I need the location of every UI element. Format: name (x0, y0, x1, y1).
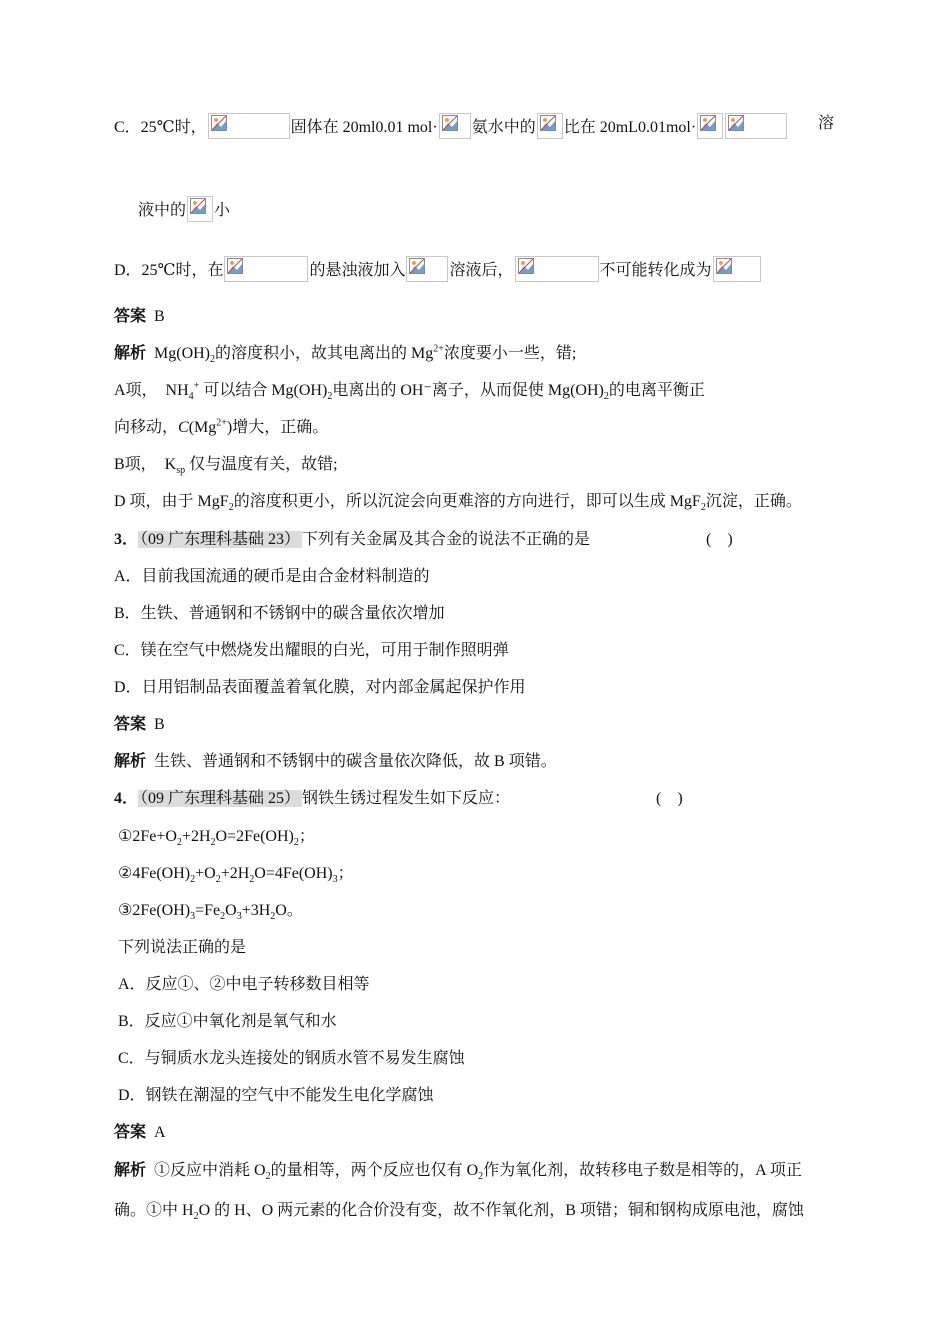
option-d-line (114, 256, 762, 282)
formula-image (224, 256, 308, 282)
explanation-a-2 (114, 417, 328, 439)
q4-option-d (118, 1085, 434, 1107)
option-c-text: C．25℃时， (114, 119, 207, 136)
q4-option-a (118, 974, 370, 996)
text-run: 作为氧化剂，故转移电子数是相等的，A 项正 (483, 1162, 802, 1179)
formula-image (208, 113, 290, 139)
broken-image-icon (211, 115, 227, 131)
subscript: sp (176, 465, 186, 477)
subscript: 2 (603, 391, 609, 403)
formula-image (187, 196, 213, 222)
subscript: 2 (210, 837, 216, 849)
answer-value: A (154, 1124, 166, 1141)
text-run: 下列说法正确的是 (118, 939, 247, 956)
q3-option-a (114, 566, 430, 588)
subscript: 2 (176, 837, 182, 849)
subscript: 4 (188, 391, 194, 403)
option-c-line1-end (818, 113, 834, 135)
q3-option-c (114, 640, 509, 662)
text-run: A．反应①、②中电子转移数目相等 (118, 976, 370, 993)
text-run: =Fe (195, 902, 221, 919)
subscript: 2 (193, 1211, 199, 1223)
text-run: ( ) (656, 790, 683, 807)
text-run: ①2Fe+O (118, 828, 177, 845)
reaction-3 (118, 900, 303, 922)
text-run: O (225, 902, 237, 919)
broken-image-icon (728, 115, 744, 131)
text-run: 确。①中 H (114, 1202, 194, 1219)
superscript: + (193, 380, 200, 392)
text-run: Mg(OH) (154, 345, 211, 362)
text-run: 的溶度积更小，所以沉淀会向更难溶的方向进行，即可以生成 MgF (233, 493, 701, 510)
subscript: 2 (270, 911, 276, 923)
explanation-2 (114, 343, 576, 365)
subscript: 3 (236, 911, 242, 923)
subscript: 2 (249, 874, 255, 886)
answer-2 (114, 306, 165, 328)
q3-option-d (114, 677, 526, 699)
text-run: 小 (214, 202, 231, 219)
text-run: ①反应中消耗 O (154, 1162, 266, 1179)
q4-option-c (118, 1048, 465, 1070)
answer-label: 答案 (114, 1124, 147, 1141)
question-source: （09 广东理科基础 25） (140, 790, 301, 807)
question-4 (114, 788, 510, 810)
explanation-4 (114, 1160, 802, 1182)
text-run: +3H (241, 902, 271, 919)
text-run: A．目前我国流通的硬币是由合金材料制造的 (114, 568, 430, 585)
text-run: 溶液后， (449, 262, 514, 279)
broken-image-icon (409, 258, 425, 274)
text-run: 电离出的 OH⁻离子，从而促使 Mg(OH) (332, 382, 604, 399)
text-run: D 项，由于 MgF (114, 493, 229, 510)
text-run: 氨水中的 (471, 119, 536, 136)
text-run: 不可能转化成为 (599, 262, 712, 279)
text-run: D．25℃时，在 (114, 262, 224, 279)
broken-image-icon (700, 115, 716, 131)
text-run: ( ) (706, 531, 733, 548)
explanation-label: 解析 (114, 753, 147, 770)
answer-4 (114, 1122, 166, 1144)
text-run: C．与铜质水龙头连接处的钢质水管不易发生腐蚀 (118, 1050, 465, 1067)
explanation-4-line2 (114, 1200, 804, 1222)
formula-image (439, 113, 471, 139)
option-c-line1 (114, 113, 788, 139)
text-run: ； (337, 865, 354, 882)
subscript: 2 (220, 911, 226, 923)
superscript: 2+ (433, 343, 444, 355)
reaction-2 (118, 863, 354, 885)
answer-label: 答案 (114, 716, 147, 733)
formula-image (515, 256, 599, 282)
formula-image (713, 256, 761, 282)
text-run: +2H (220, 865, 250, 882)
text-run: +2H (181, 828, 211, 845)
text-run: )增大，正确。 (226, 419, 329, 436)
text-run: ③2Fe(OH) (118, 902, 191, 919)
question-number: 3． (114, 531, 139, 548)
text-run: 浓度要小一些，错; (443, 345, 577, 362)
question-3 (114, 529, 590, 551)
subscript: 2 (700, 502, 706, 514)
text-run: B项， K (114, 456, 177, 473)
text-run: 液中的 (138, 202, 187, 219)
explanation-label: 解析 (114, 345, 147, 362)
reaction-1 (118, 826, 315, 848)
subscript: 3 (190, 911, 196, 923)
text-run: 比在 20mL0.01mol· (563, 119, 697, 136)
text-run: (Mg (188, 419, 217, 436)
subscript: 2 (190, 874, 196, 886)
text-run: ②4Fe(OH) (118, 865, 191, 882)
explanation-d (114, 491, 802, 513)
text-run: O 的 H、O 两元素的化合价没有变，故不作氧化剂，B 项错；铜和钢构成原电池，腐蚀 (198, 1202, 804, 1219)
broken-image-icon (442, 115, 458, 131)
subscript: 2 (265, 1171, 271, 1183)
superscript: 2+ (216, 417, 227, 429)
text-run: 的溶度积小，故其电离出的 Mg (215, 345, 434, 362)
broken-image-icon (540, 115, 556, 131)
text-run: 仅与温度有关，故错; (185, 456, 338, 473)
text-run: D．钢铁在潮湿的空气中不能发生电化学腐蚀 (118, 1087, 434, 1104)
question-number: 4． (114, 790, 139, 807)
text-run: O=4Fe(OH) (254, 865, 333, 882)
formula-image (725, 113, 787, 139)
text-run: B．反应①中氧化剂是氧气和水 (118, 1013, 337, 1030)
formula-image (697, 113, 723, 139)
text-run: 的电离平衡正 (608, 382, 705, 399)
answer-3 (114, 714, 165, 736)
text-run: 沉淀，正确。 (705, 493, 802, 510)
q4-option-b (118, 1011, 337, 1033)
broken-image-icon (190, 198, 206, 214)
formula-image (406, 256, 448, 282)
answer-paren-4 (656, 788, 683, 810)
text-run: 生铁、普通钢和不锈钢中的碳含量依次降低，故 B 项错。 (154, 753, 557, 770)
broken-image-icon (518, 258, 534, 274)
explanation-a (114, 380, 705, 402)
explanation-3 (114, 751, 557, 773)
text-run: A项， NH (114, 382, 189, 399)
subscript: 2 (215, 874, 221, 886)
formula-image (537, 113, 563, 139)
answer-value: B (154, 308, 165, 325)
text-run: 固体在 20ml0.01 mol· (290, 119, 438, 136)
question-source: （09 广东理科基础 23） (140, 531, 301, 548)
q4-stem (118, 937, 246, 959)
text-run: 溶 (818, 115, 835, 132)
answer-label: 答案 (114, 308, 147, 325)
text-run: 向移动， (114, 419, 179, 436)
text-run: C (178, 419, 189, 436)
subscript: 2 (293, 837, 299, 849)
text-run: +O (195, 865, 216, 882)
subscript: 2 (228, 502, 234, 514)
explanation-b (114, 454, 338, 476)
answer-value: B (154, 716, 165, 733)
text-run: ； (298, 828, 315, 845)
text-run: D．日用铝制品表面覆盖着氧化膜，对内部金属起保护作用 (114, 679, 526, 696)
broken-image-icon (227, 258, 243, 274)
text-run: C．镁在空气中燃烧发出耀眼的白光，可用于制作照明弹 (114, 642, 509, 659)
broken-image-icon (716, 258, 732, 274)
subscript: 2 (210, 354, 216, 366)
text-run: O。 (275, 902, 303, 919)
subscript: 3 (332, 874, 338, 886)
subscript: 2 (327, 391, 333, 403)
question-text: 下列有关金属及其合金的说法不正确的是 (302, 531, 591, 548)
option-c-line2 (138, 196, 230, 222)
text-run: 可以结合 Mg(OH) (199, 382, 328, 399)
text-run: O=2Fe(OH) (215, 828, 294, 845)
subscript: 2 (478, 1171, 484, 1183)
text-run: 的悬浊液加入 (309, 262, 406, 279)
q3-option-b (114, 603, 445, 625)
explanation-label: 解析 (114, 1162, 147, 1179)
question-text: 钢铁生锈过程发生如下反应： (302, 790, 511, 807)
text-run: B．生铁、普通钢和不锈钢中的碳含量依次增加 (114, 605, 445, 622)
answer-paren-3 (706, 529, 733, 551)
text-run: 的量相等，两个反应也仅有 O (270, 1162, 479, 1179)
